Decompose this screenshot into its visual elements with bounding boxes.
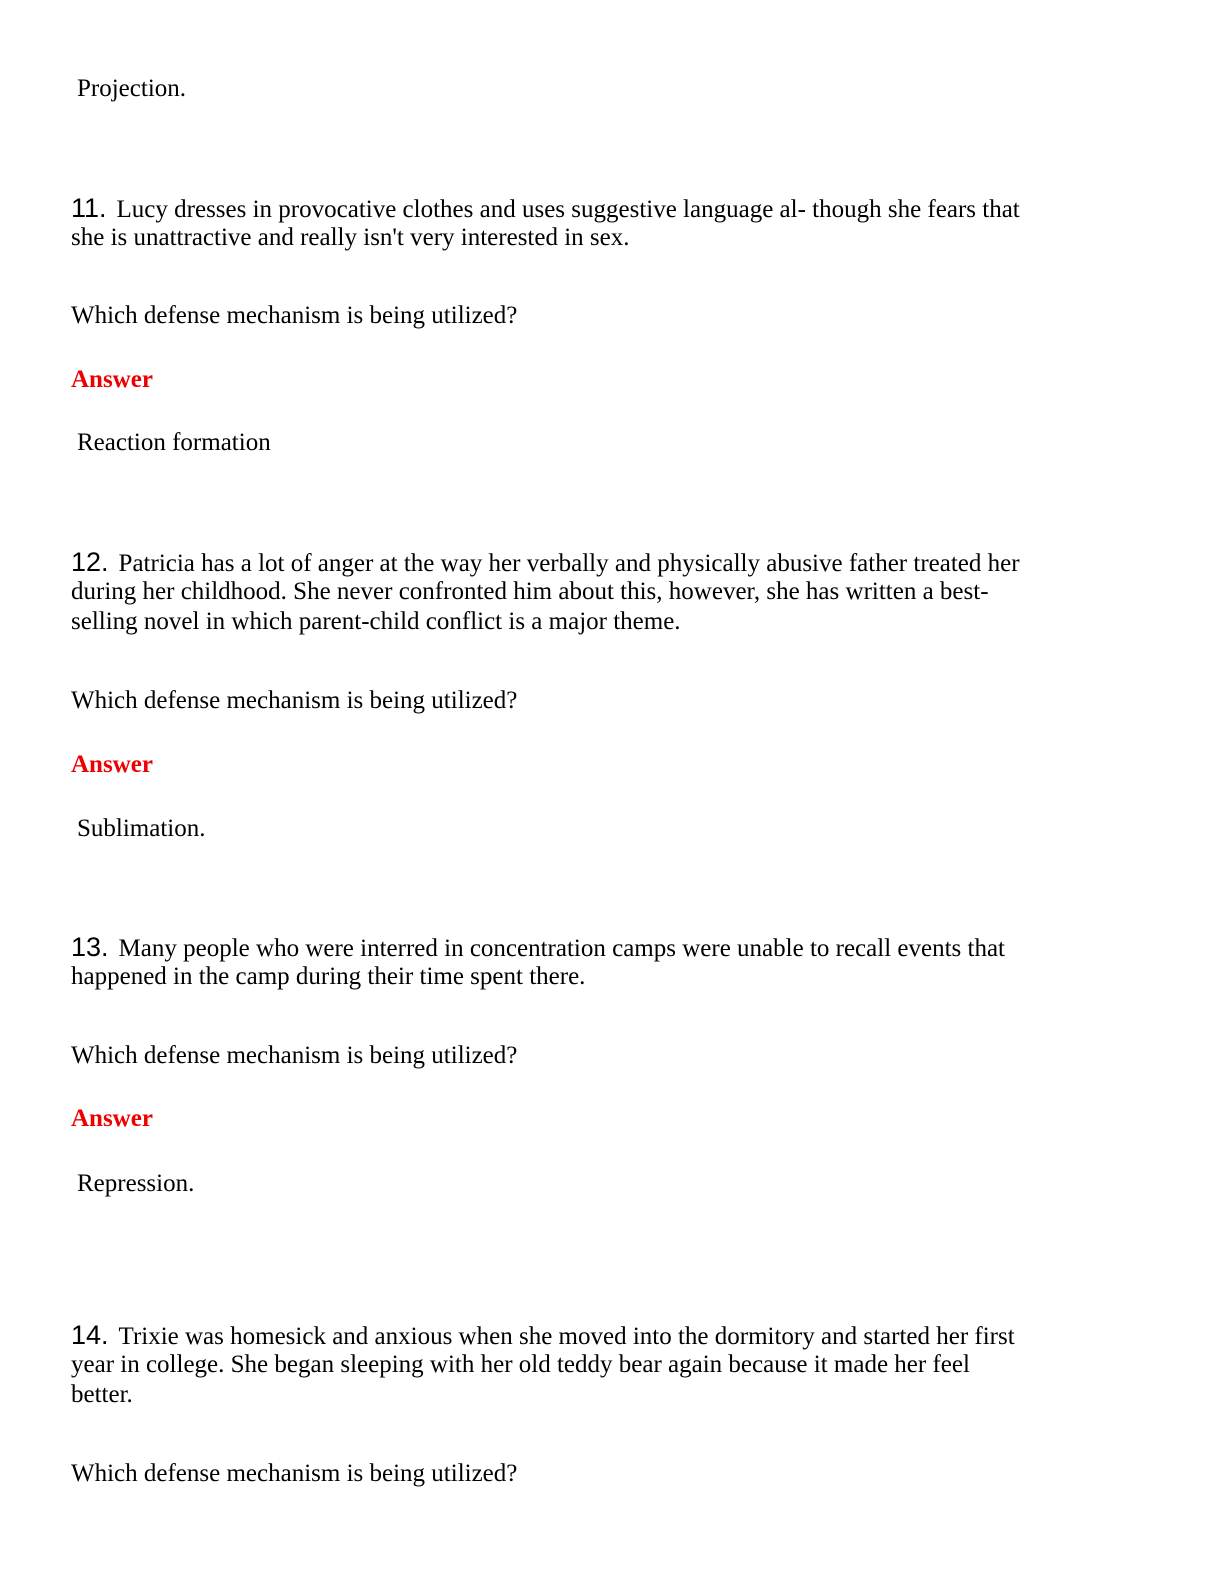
question-text: Trixie was homesick and anxious when she moved into the dormitory and started her first — [118, 1323, 1015, 1350]
question-12-answer: Sublimation. — [77, 815, 206, 842]
question-12-line-1 — [71, 547, 1020, 579]
question-13-answer: Repression. — [77, 1170, 195, 1197]
question-14-line-1 — [71, 1320, 1015, 1352]
question-13-prompt: Which defense mechanism is being utilized? — [71, 1042, 518, 1069]
question-number: 11. — [71, 193, 107, 223]
question-12-line-2: during her childhood. She never confronted him about this, however, she has written a best- — [71, 578, 989, 605]
question-text: Many people who were interred in concentration camps were unable to recall events that — [118, 935, 1005, 962]
previous-answer: Projection. — [77, 75, 187, 102]
question-11-answer: Reaction formation — [77, 429, 271, 456]
question-11-line-1 — [71, 193, 1020, 225]
question-13-line-1 — [71, 932, 1005, 964]
question-12-answer-label: Answer — [71, 751, 153, 778]
question-14-line-3: better. — [71, 1381, 133, 1408]
question-11-answer-label: Answer — [71, 366, 153, 393]
question-11-prompt: Which defense mechanism is being utilized? — [71, 302, 518, 329]
question-13-line-2: happened in the camp during their time spent there. — [71, 963, 586, 990]
question-11-line-2: she is unattractive and really isn't very interested in sex. — [71, 224, 630, 251]
question-14-prompt: Which defense mechanism is being utilized? — [71, 1460, 518, 1487]
question-number: 12. — [71, 547, 109, 577]
question-12-prompt: Which defense mechanism is being utilized? — [71, 687, 518, 714]
question-number: 13. — [71, 932, 109, 962]
question-14-line-2: year in college. She began sleeping with her old teddy bear again because it made her feel — [71, 1351, 970, 1378]
question-text: Lucy dresses in provocative clothes and uses suggestive language al- though she fears that — [116, 196, 1020, 223]
question-13-answer-label: Answer — [71, 1105, 153, 1132]
question-12-line-3: selling novel in which parent-child conflict is a major theme. — [71, 608, 681, 635]
question-text: Patricia has a lot of anger at the way her verbally and physically abusive father treated her — [118, 550, 1020, 577]
question-number: 14. — [71, 1320, 109, 1350]
